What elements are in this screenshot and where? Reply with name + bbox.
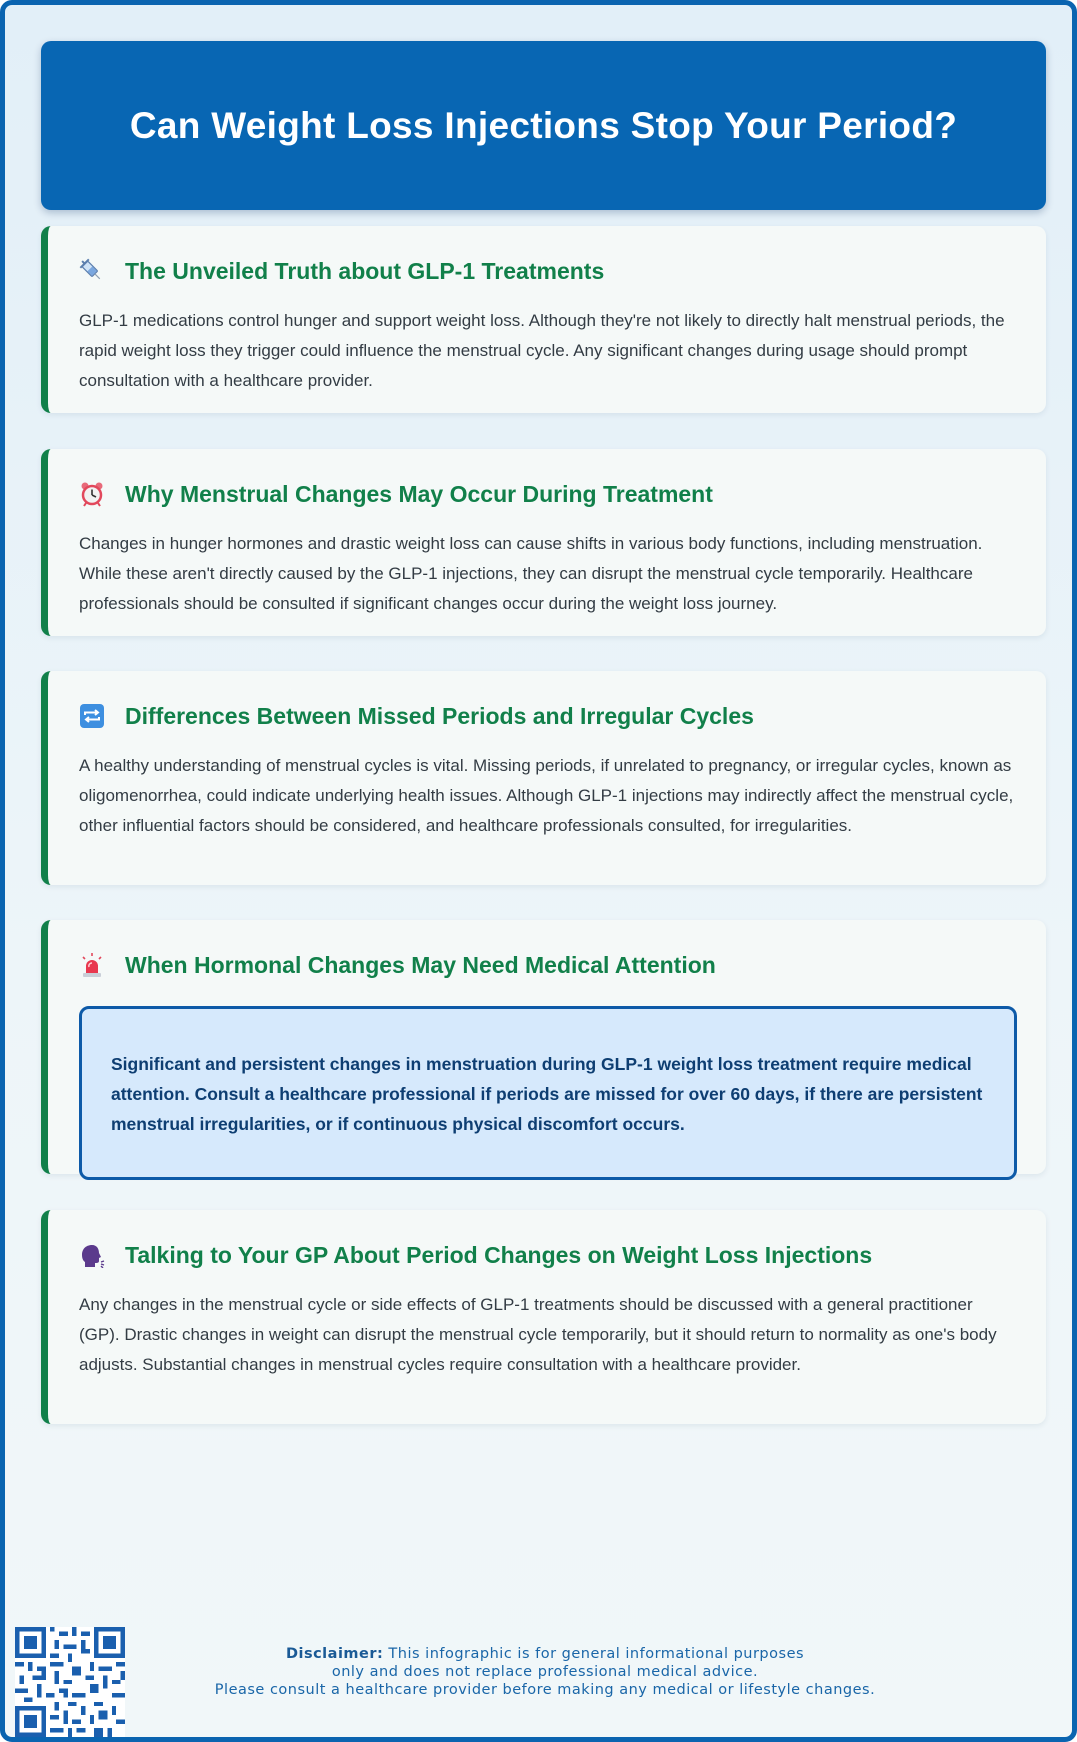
speaking-head-icon (79, 1242, 105, 1268)
section-title: Talking to Your GP About Period Changes on Weight Loss Injections (125, 1241, 873, 1268)
section-heading (79, 250, 1016, 292)
disclaimer-line: only and does not replace professional medical advice. (331, 1664, 759, 1680)
alarm-clock-icon (79, 481, 105, 507)
disclaimer-line: This infographic is for general informational purposes (388, 1646, 805, 1662)
section-card-menstrual-changes (41, 449, 1046, 636)
section-title: When Hormonal Changes May Need Medical Attention (125, 951, 716, 978)
disclaimer-line: Please consult a healthcare provider before making any medical or lifestyle changes. (214, 1682, 876, 1698)
section-heading (79, 1234, 1016, 1276)
siren-icon (79, 952, 105, 978)
disclaimer (155, 1645, 935, 1699)
section-title: The Unveiled Truth about GLP-1 Treatments (125, 257, 605, 284)
section-card-missed-vs-irregular (41, 671, 1046, 885)
header-banner (41, 41, 1046, 210)
alert-box (79, 1006, 1017, 1180)
section-body: Changes in hunger hormones and drastic weight loss can cause shifts in various body functions, including menstruation. While these aren't directly caused by the GLP-1 injections, they can disrupt the menstrual cycle temporarily. Healthcare professionals should be consulted if significant changes occur during the weight loss journey. (79, 534, 983, 613)
section-heading (79, 695, 1016, 737)
page-title: Can Weight Loss Injections Stop Your Period? (129, 104, 958, 146)
qr-code-icon[interactable] (15, 1627, 125, 1737)
section-card-glp1-truth (41, 226, 1046, 413)
section-heading (79, 473, 1016, 515)
section-card-medical-attention (41, 920, 1046, 1174)
section-body: GLP-1 medications control hunger and support weight loss. Although they're not likely to directly halt menstrual periods, the rapid weight loss they trigger could influence the menstrual cycle. Any significant changes during usage should prompt consultation with a healthcare provider. (79, 311, 1005, 390)
syringe-icon (79, 258, 105, 284)
section-title: Differences Between Missed Periods and Irregular Cycles (125, 702, 754, 729)
alert-text: Significant and persistent changes in menstruation during GLP-1 weight loss treatment require medical attention. Consult a healthcare professional if periods are missed for over 60 days, if there are persistent menstrual irregularities, or if continuous physical discomfort occurs. (111, 1054, 983, 1134)
section-body: A healthy understanding of menstrual cycles is vital. Missing periods, if unrelated to pregnancy, or irregular cycles, known as oligomenorrhea, could indicate underlying health issues. Although GLP-1 injections may indirectly affect the menstrual cycle, other influential factors should be considered, and healthcare professionals consulted, for irregularities. (79, 756, 1014, 835)
repeat-icon (79, 703, 105, 729)
section-body: Any changes in the menstrual cycle or side effects of GLP-1 treatments should be discussed with a general practitioner (GP). Drastic changes in weight can disrupt the menstrual cycle temporarily, but it should return to normality as one's body adjusts. Substantial changes in menstrual cycles require consultation with a healthcare provider. (79, 1295, 997, 1374)
section-card-talk-to-gp (41, 1210, 1046, 1424)
section-heading (79, 944, 1016, 986)
disclaimer-label: Disclaimer: (285, 1646, 384, 1662)
section-title: Why Menstrual Changes May Occur During Treatment (125, 480, 713, 507)
